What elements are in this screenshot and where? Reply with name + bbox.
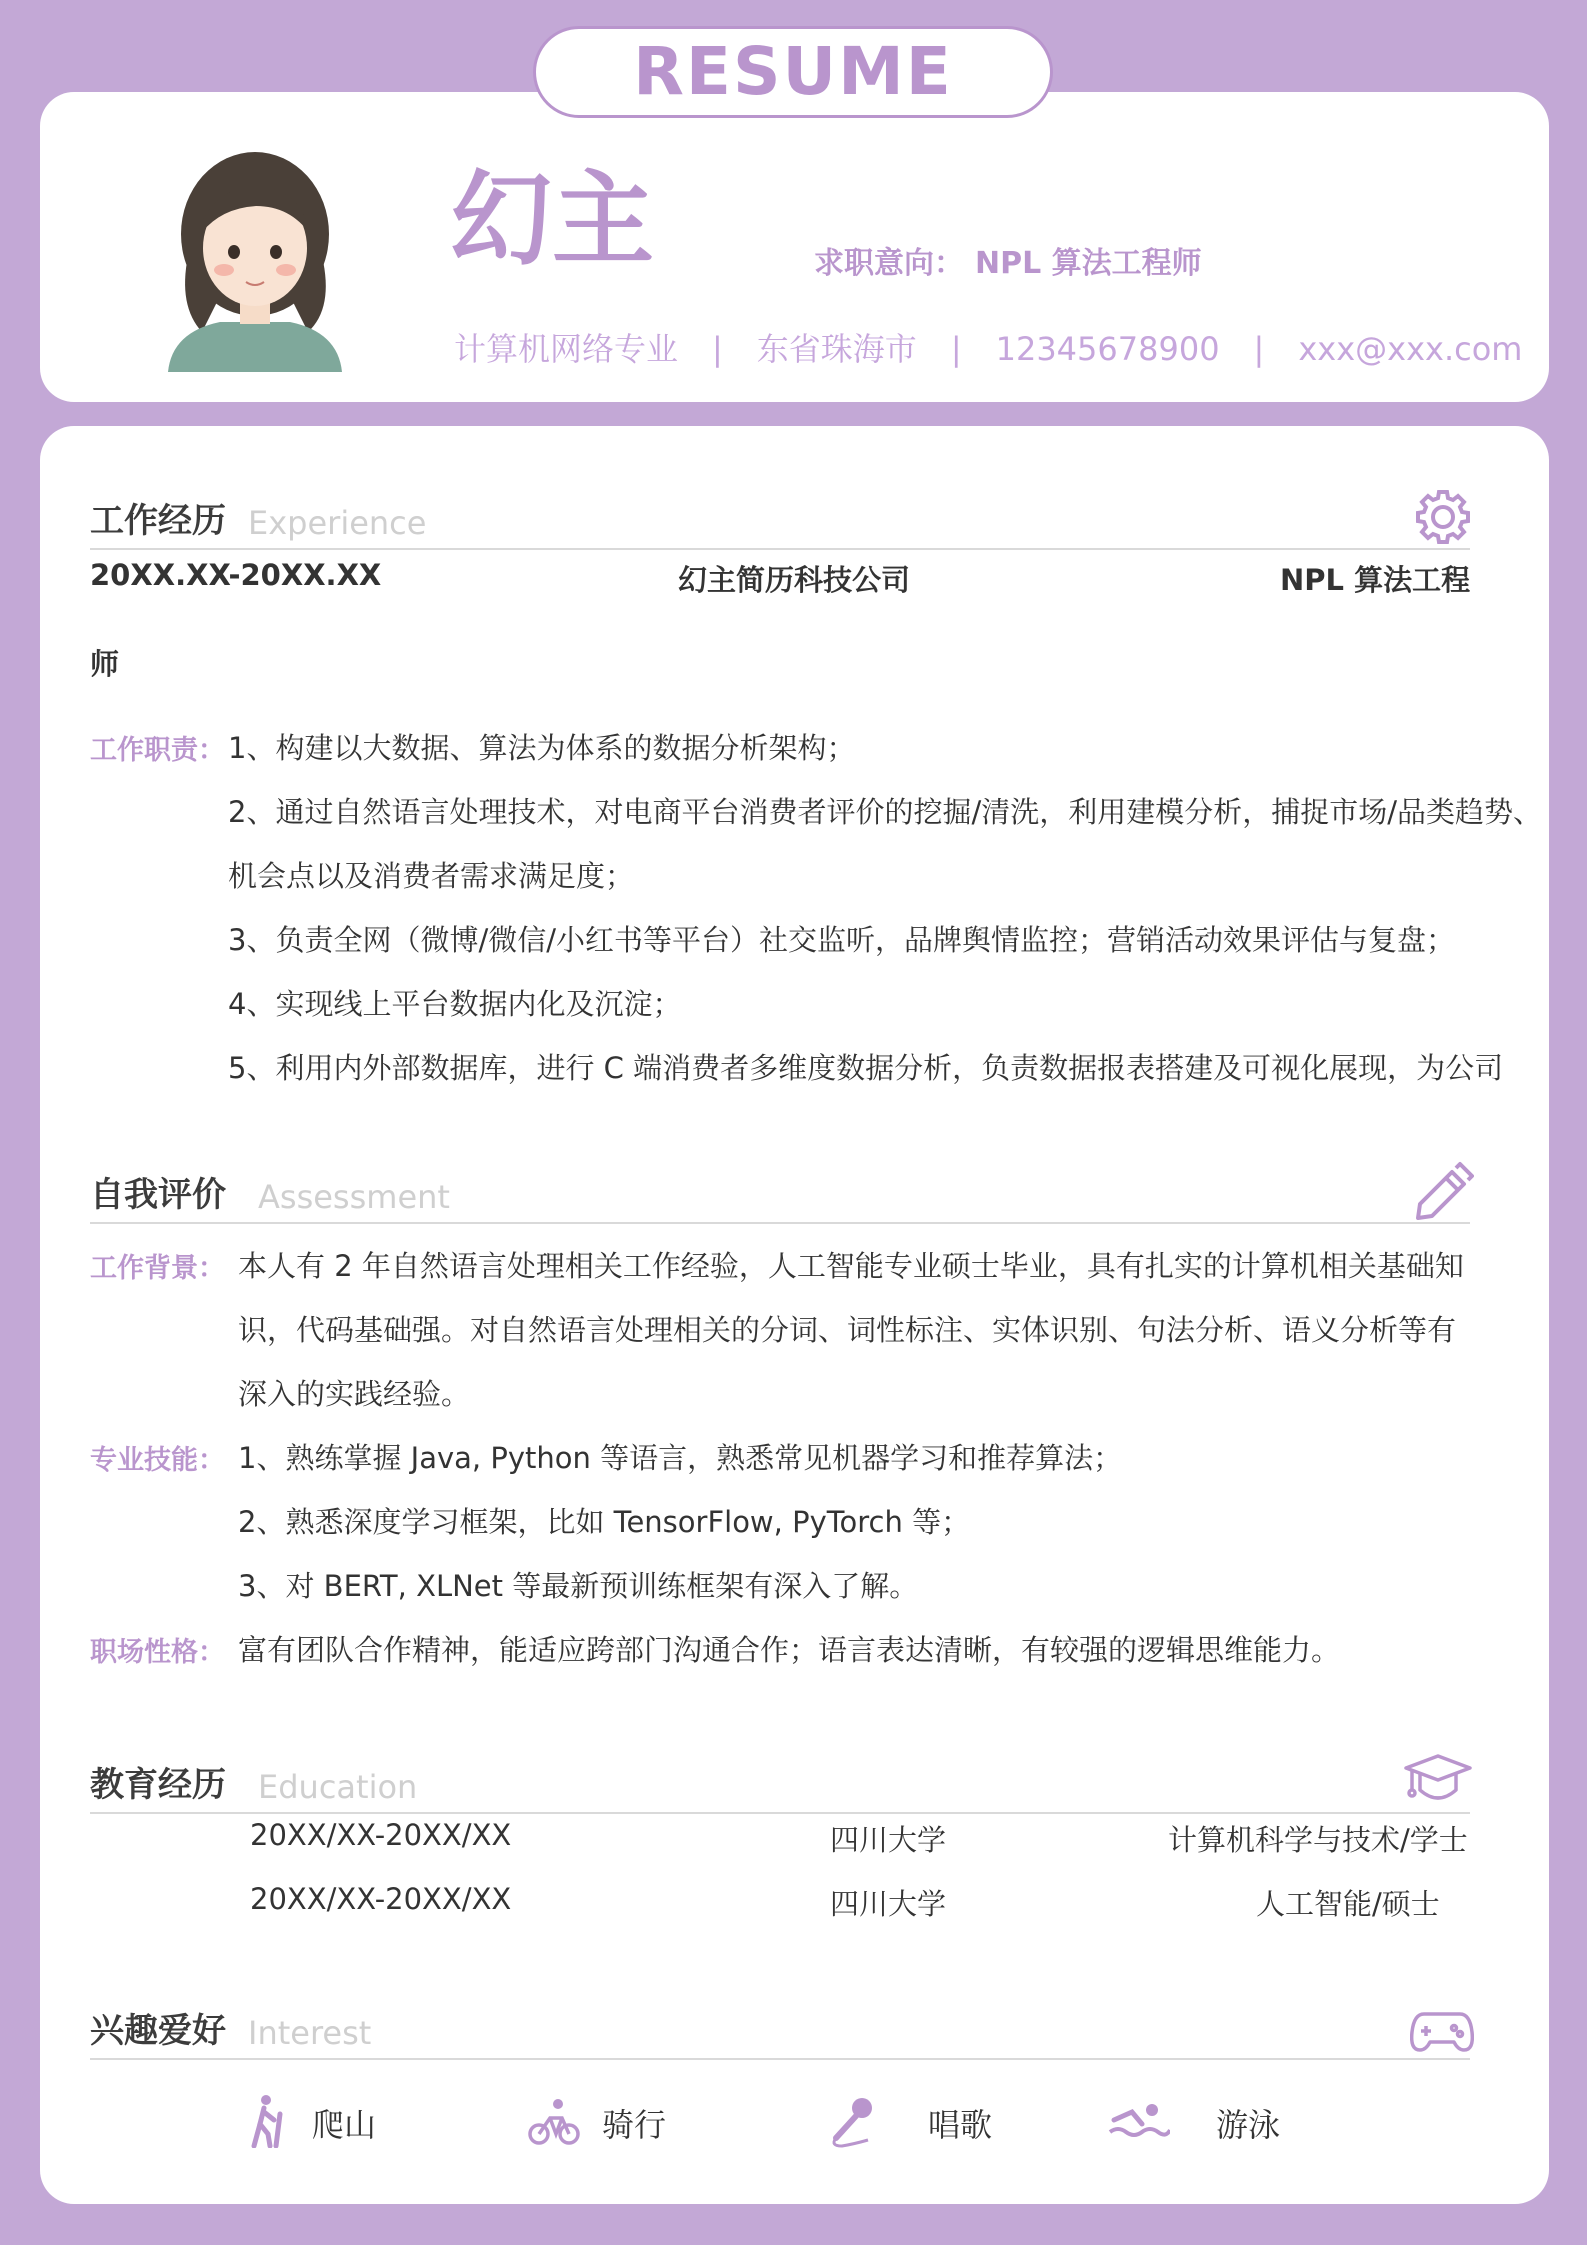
duty-item: 1、构建以大数据、算法为体系的数据分析架构； [228, 731, 856, 765]
background-line: 深入的实践经验。 [238, 1377, 471, 1411]
section-subtitle: Experience [248, 504, 427, 542]
resume-title-pill [533, 26, 1053, 118]
section-title: 教育经历 [90, 1765, 226, 1805]
personality-label: 职场性格： [90, 1637, 225, 1668]
phone: 12345678900 [995, 330, 1220, 368]
experience-role: NPL 算法工程 [1280, 563, 1471, 597]
hiking-icon [246, 2094, 286, 2148]
duty-label: 工作职责： [90, 735, 225, 766]
education-school: 四川大学 [830, 1887, 947, 1921]
microphone-icon [828, 2094, 876, 2148]
email: xxx@xxx.com [1298, 330, 1523, 368]
avatar [140, 136, 370, 372]
education-school: 四川大学 [830, 1823, 947, 1857]
experience-date: 20XX.XX-20XX.XX [90, 558, 382, 592]
skill-item: 3、对 BERT, XLNet 等最新预训练框架有深入了解。 [238, 1569, 919, 1603]
gear-icon [1412, 486, 1474, 548]
experience-role-continued: 师 [90, 647, 120, 681]
duty-item: 5、利用内外部数据库，进行 C 端消费者多维度数据分析，负责数据报表搭建及可视化展现，为公司 [228, 1051, 1504, 1085]
assessment-heading [90, 1160, 1470, 1224]
contact-line [454, 324, 1522, 370]
separator: | [712, 330, 723, 368]
education-date: 20XX/XX-20XX/XX [250, 1818, 512, 1852]
location: 东省珠海市 [756, 330, 917, 368]
duty-item: 机会点以及消费者需求满足度； [228, 859, 635, 893]
section-subtitle: Interest [248, 2014, 372, 2052]
interest-heading [90, 1996, 1470, 2060]
interest-label: 唱歌 [928, 2106, 993, 2144]
swimming-icon [1106, 2094, 1170, 2148]
graduation-cap-icon [1402, 1750, 1474, 1812]
bicycle-icon [528, 2094, 580, 2148]
pencil-icon [1412, 1160, 1474, 1222]
section-subtitle: Education [258, 1768, 418, 1806]
duty-item: 3、负责全网（微博/微信/小红书等平台）社交监听，品牌舆情监控；营销活动效果评估与复盘； [228, 923, 1455, 957]
background-line: 本人有 2 年自然语言处理相关工作经验，人工智能专业硕士毕业，具有扎实的计算机相关基础知 [238, 1249, 1464, 1283]
separator: | [950, 330, 962, 368]
intent-value: NPL 算法工程师 [975, 246, 1202, 281]
background-label: 工作背景： [90, 1253, 225, 1284]
experience-company: 幻主简历科技公司 [678, 563, 911, 597]
section-title: 工作经历 [90, 501, 226, 541]
section-subtitle: Assessment [258, 1178, 450, 1216]
main-card [40, 426, 1549, 2204]
experience-heading [90, 486, 1470, 550]
duty-item: 4、实现线上平台数据内化及沉淀； [228, 987, 682, 1021]
intent-label: 求职意向： [814, 246, 964, 281]
separator: | [1253, 330, 1265, 368]
gamepad-icon [1410, 2002, 1474, 2058]
skills-label: 专业技能： [90, 1445, 225, 1476]
personality-text: 富有团队合作精神，能适应跨部门沟通合作；语言表达清晰，有较强的逻辑思维能力。 [238, 1633, 1341, 1667]
interest-label: 骑行 [602, 2106, 667, 2144]
section-title: 自我评价 [90, 1175, 226, 1215]
header-card [40, 92, 1549, 402]
candidate-name: 幻主 [450, 161, 654, 280]
resume-title: RESUME [633, 33, 953, 110]
education-heading [90, 1750, 1470, 1814]
interest-label: 游泳 [1216, 2106, 1281, 2144]
interest-label: 爬山 [312, 2106, 377, 2144]
skill-item: 1、熟练掌握 Java, Python 等语言，熟悉常见机器学习和推荐算法； [238, 1441, 1123, 1475]
education-major: 计算机科学与技术/学士 [1168, 1823, 1468, 1857]
section-title: 兴趣爱好 [90, 2011, 226, 2051]
background-line: 识，代码基础强。对自然语言处理相关的分词、词性标注、实体识别、句法分析、语义分析等有 [238, 1313, 1457, 1347]
education-major: 人工智能/硕士 [1256, 1887, 1440, 1921]
major: 计算机网络专业 [454, 330, 679, 368]
skill-item: 2、熟悉深度学习框架，比如 TensorFlow, PyTorch 等； [238, 1505, 971, 1539]
duty-item: 2、通过自然语言处理技术，对电商平台消费者评价的挖掘/清洗，利用建模分析，捕捉市场/品类趋势、 [228, 795, 1542, 829]
education-date: 20XX/XX-20XX/XX [250, 1882, 512, 1916]
